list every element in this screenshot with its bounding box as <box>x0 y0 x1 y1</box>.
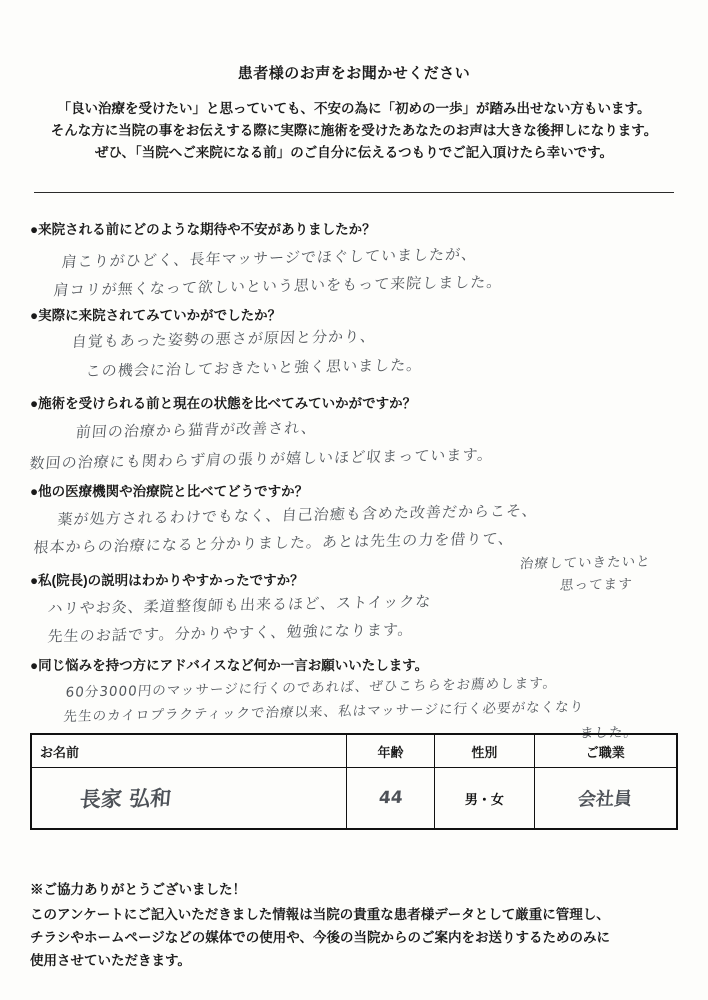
value-job <box>534 768 677 830</box>
question-5-answer-line-1: ハリやお灸、柔道整復師も出来るほど、ストイックな <box>46 592 433 618</box>
footer-note <box>30 878 610 972</box>
intro-line-3: ぜひ、「当院へご来院になる前」のご自分に伝えるつもりでご記入頂けたら幸いです。 <box>95 145 613 160</box>
question-4-answer-line-2: 根本からの治療になると分かりました。あとは先生の力を借りて、 <box>32 529 515 557</box>
intro-line-1: 「良い治療を受けたい」と思っていても、不安の為に「初めの一歩」が踏み出せない方もいます。 <box>57 101 651 116</box>
header-age: 年齢 <box>346 734 434 768</box>
value-age <box>346 768 434 830</box>
respondent-table <box>30 733 678 830</box>
question-6-answer-line-3: ました。 <box>579 724 639 742</box>
footer-line-1: このアンケートにご記入いただきました情報は当院の貴重な患者様データとして厳重に管理し、 <box>30 907 610 922</box>
footer-line-3: 使用させていただきます。 <box>30 953 191 968</box>
question-3-label: ●施術を受けられる前と現在の状態を比べてみていかがですか？ <box>30 396 417 411</box>
question-4-label: ●他の医療機関や治療院と比べてどうですか？ <box>30 484 309 499</box>
header-name: お名前 <box>31 734 346 768</box>
question-2-answer-line-1: 自覚もあった姿勢の悪さが原因と分かり、 <box>70 327 377 351</box>
value-job-text: 会社員 <box>577 788 634 811</box>
question-6-label: ●同じ悩みを持つ方にアドバイスなど何か一言お願いいたします。 <box>30 658 429 673</box>
divider <box>34 192 674 193</box>
intro-line-2: そんな方に当院の事をお伝えする際に実際に施術を受けたあなたのお声は大きな後押しになります。 <box>50 123 658 138</box>
question-1-answer-line-2: 肩コリが無くなって欲しいという思いをもって来院しました。 <box>52 272 504 300</box>
question-1-label: ●来院される前にどのような期待や不安がありましたか？ <box>30 222 376 237</box>
header-sex: 性別 <box>435 734 534 768</box>
question-4-answer-line-1: 薬が処方されるわけでもなく、自己治癒も含めた改善だからこそ、 <box>56 501 539 529</box>
question-3-answer-line-2: 数回の治療にも関わらず肩の張りが嬉しいほど収まっています。 <box>28 445 495 473</box>
value-sex <box>435 768 534 830</box>
table-header-row <box>31 734 677 768</box>
page-title: 患者様のお声をお聞かせください <box>237 65 471 82</box>
question-6-answer-line-2: 先生のカイロプラクティックで治療以来、私はマッサージに行く必要がなくなり <box>62 699 585 725</box>
question-5-answer-line-2: 先生のお話です。分かりやすく、勉強になります。 <box>46 620 415 646</box>
value-name <box>31 768 346 830</box>
intro-text <box>0 98 708 164</box>
question-1-answer-line-1: 肩こりがひどく、長年マッサージでほぐしていましたが、 <box>60 245 478 271</box>
value-sex-text: 男・女 <box>464 791 504 807</box>
question-6-answer-line-1: 60分3000円のマッサージに行くのであれば、ぜひこちらをお薦めします。 <box>64 675 558 701</box>
question-2-label: ●実際に来院されてみていかがでしたか？ <box>30 308 282 323</box>
question-4-answer-line-4: 思ってます <box>559 576 634 594</box>
value-name-text: 長家 弘和 <box>78 786 173 812</box>
question-5-label: ●私(院長)の説明はわかりやすかったですか？ <box>30 573 304 588</box>
footer-line-2: チラシやホームページなどの媒体での使用や、今後の当院からのご案内をお送りするためのみに <box>30 930 610 945</box>
table-row <box>31 768 677 830</box>
header-job: ご職業 <box>534 734 677 768</box>
question-4-answer-line-3: 治療していきたいと <box>519 553 652 573</box>
footer-thanks: ※ご協力ありがとうございました！ <box>30 882 246 897</box>
question-2-answer-line-2: この機会に治しておきたいと強く思いました。 <box>84 355 424 381</box>
value-age-text: 44 <box>377 787 404 809</box>
question-3-answer-line-1: 前回の治療から猫背が改善され、 <box>75 418 318 442</box>
